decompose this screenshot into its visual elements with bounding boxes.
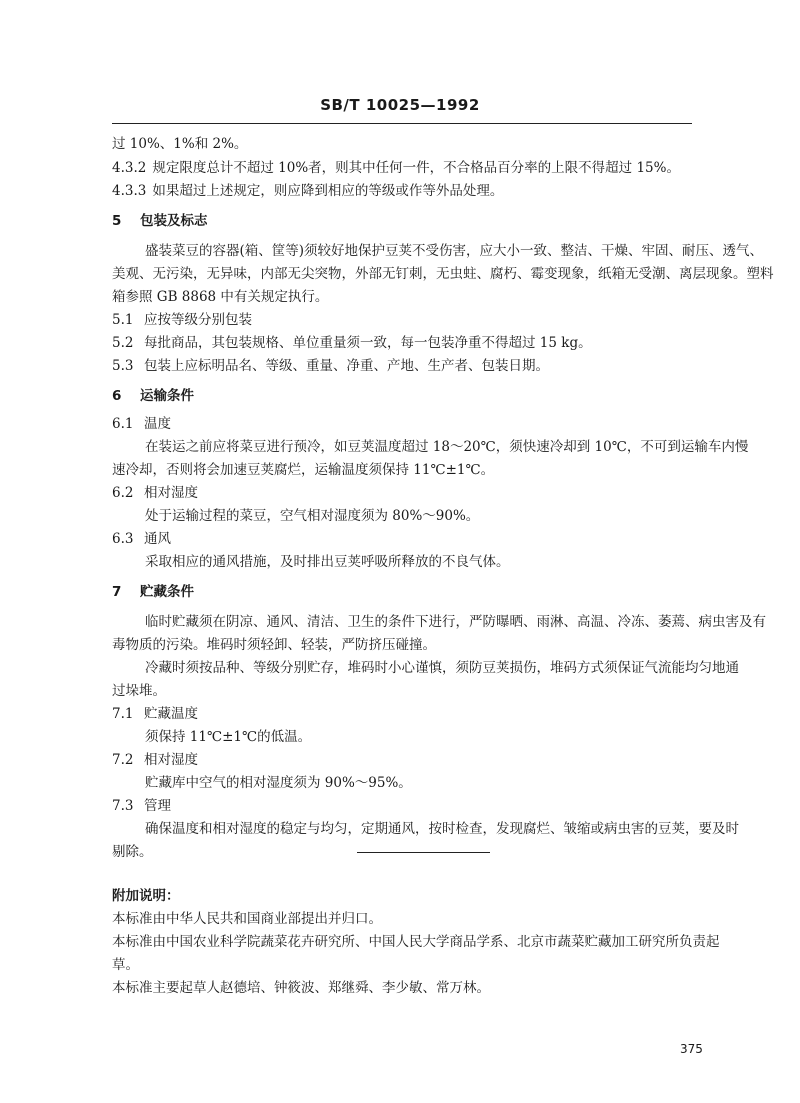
text-line: 毒物质的污染。堆码时须轻卸、轻装，严防挤压碰撞。 [112,637,436,653]
clause-text: 规定限度总计不超过 10%者，则其中任何一件，不合格品百分率的上限不得超过 15%。 [152,160,680,176]
clause-7-2 [112,750,198,770]
text-line: 冷藏时须按品种、等级分别贮存，堆码时小心谨慎，须防豆荚损伤，堆码方式须保证气流能均匀地通 [145,660,739,676]
section-number: 5 [112,213,122,229]
clause-text: 每批商品，其包装规格、单位重量须一致，每一包装净重不得超过 15 kg。 [144,335,592,351]
clause-number: 4.3.2 [112,160,147,176]
text-line: 须保持 11℃±1℃的低温。 [145,729,312,745]
text-line: 处于运输过程的菜豆，空气相对湿度须为 80%～90%。 [145,508,480,524]
clause-5-3 [112,356,549,376]
section-heading-6 [112,386,194,406]
text-line: 盛装菜豆的容器(箱、筐等)须较好地保护豆荚不受伤害，应大小一致、整洁、干燥、牢固、耐压、透气、 [145,243,764,259]
page-header: SB/T 10025—1992 [320,96,480,114]
text-line: 临时贮藏须在阴凉、通风、清洁、卫生的条件下进行，严防曝晒、雨淋、高温、冷冻、萎蔫、病虫害及有 [145,614,766,630]
clause-4-3-2 [112,158,680,178]
note-line: 本标准主要起草人赵德培、钟筱波、郑继舜、李少敏、常万林。 [112,980,490,996]
page-number: 375 [680,1042,703,1056]
clause-number: 4.3.3 [112,183,147,199]
text-line: 贮藏库中空气的相对湿度须为 90%～95%。 [145,775,412,791]
clause-number: 6.2 [112,485,134,501]
note-line: 本标准由中国农业科学院蔬菜花卉研究所、中国人民大学商品学系、北京市蔬菜贮藏加工研究所负责起 [112,934,720,950]
clause-number: 7.1 [112,706,134,722]
clause-number: 6.1 [112,416,134,432]
note-line: 草。 [112,957,139,973]
clause-6-2 [112,483,198,503]
text-line: 剔除。 [112,844,153,860]
section-title: 运输条件 [140,388,194,404]
clause-4-3-3 [112,181,503,201]
clause-number: 5.3 [112,358,134,374]
clause-number: 6.3 [112,531,134,547]
clause-text: 如果超过上述规定，则应降到相应的等级或作等外品处理。 [152,183,504,199]
section-number: 7 [112,584,122,600]
text-line: 采取相应的通风措施，及时排出豆荚呼吸所释放的不良气体。 [145,554,510,570]
clause-7-1 [112,704,198,724]
text-line: 速冷却，否则将会加速豆荚腐烂，运输温度须保持 11℃±1℃。 [112,462,495,478]
clause-text: 应按等级分别包装 [144,312,252,328]
clause-text: 相对湿度 [144,485,198,501]
clause-6-3 [112,529,171,549]
clause-number: 5.1 [112,312,134,328]
header-rule [112,123,692,124]
text-line: 箱参照 GB 8868 中有关规定执行。 [112,289,329,305]
section-title: 贮藏条件 [140,584,194,600]
clause-number: 5.2 [112,335,134,351]
clause-text: 贮藏温度 [144,706,198,722]
section-heading-7 [112,582,194,602]
note-line: 本标准由中华人民共和国商业部提出并归口。 [112,911,382,927]
clause-text: 相对湿度 [144,752,198,768]
end-rule [357,852,490,853]
clause-number: 7.2 [112,752,134,768]
text-line: 过 10%、1%和 2%。 [112,136,248,152]
clause-text: 温度 [144,416,171,432]
clause-text: 管理 [144,798,171,814]
text-line: 过垛堆。 [112,683,166,699]
section-title: 包装及标志 [140,213,208,229]
clause-7-3 [112,796,171,816]
clause-number: 7.3 [112,798,134,814]
clause-5-1 [112,310,252,330]
clause-5-2 [112,333,592,353]
notes-title: 附加说明： [112,888,180,904]
clause-6-1 [112,414,171,434]
text-line: 确保温度和相对湿度的稳定与均匀，定期通风，按时检查，发现腐烂、皱缩或病虫害的豆荚，要及时 [145,821,739,837]
text-line: 在装运之前应将菜豆进行预冷，如豆荚温度超过 18～20℃，须快速冷却到 10℃，不可到运输车内慢 [145,439,749,455]
section-number: 6 [112,388,122,404]
clause-text: 通风 [144,531,171,547]
section-heading-5 [112,211,208,231]
text-line: 美观、无污染，无异味，内部无尖突物，外部无钉刺，无虫蛀、腐朽、霉变现象，纸箱无受潮、离层现象。塑料 [112,266,774,282]
clause-text: 包装上应标明品名、等级、重量、净重、产地、生产者、包装日期。 [144,358,549,374]
